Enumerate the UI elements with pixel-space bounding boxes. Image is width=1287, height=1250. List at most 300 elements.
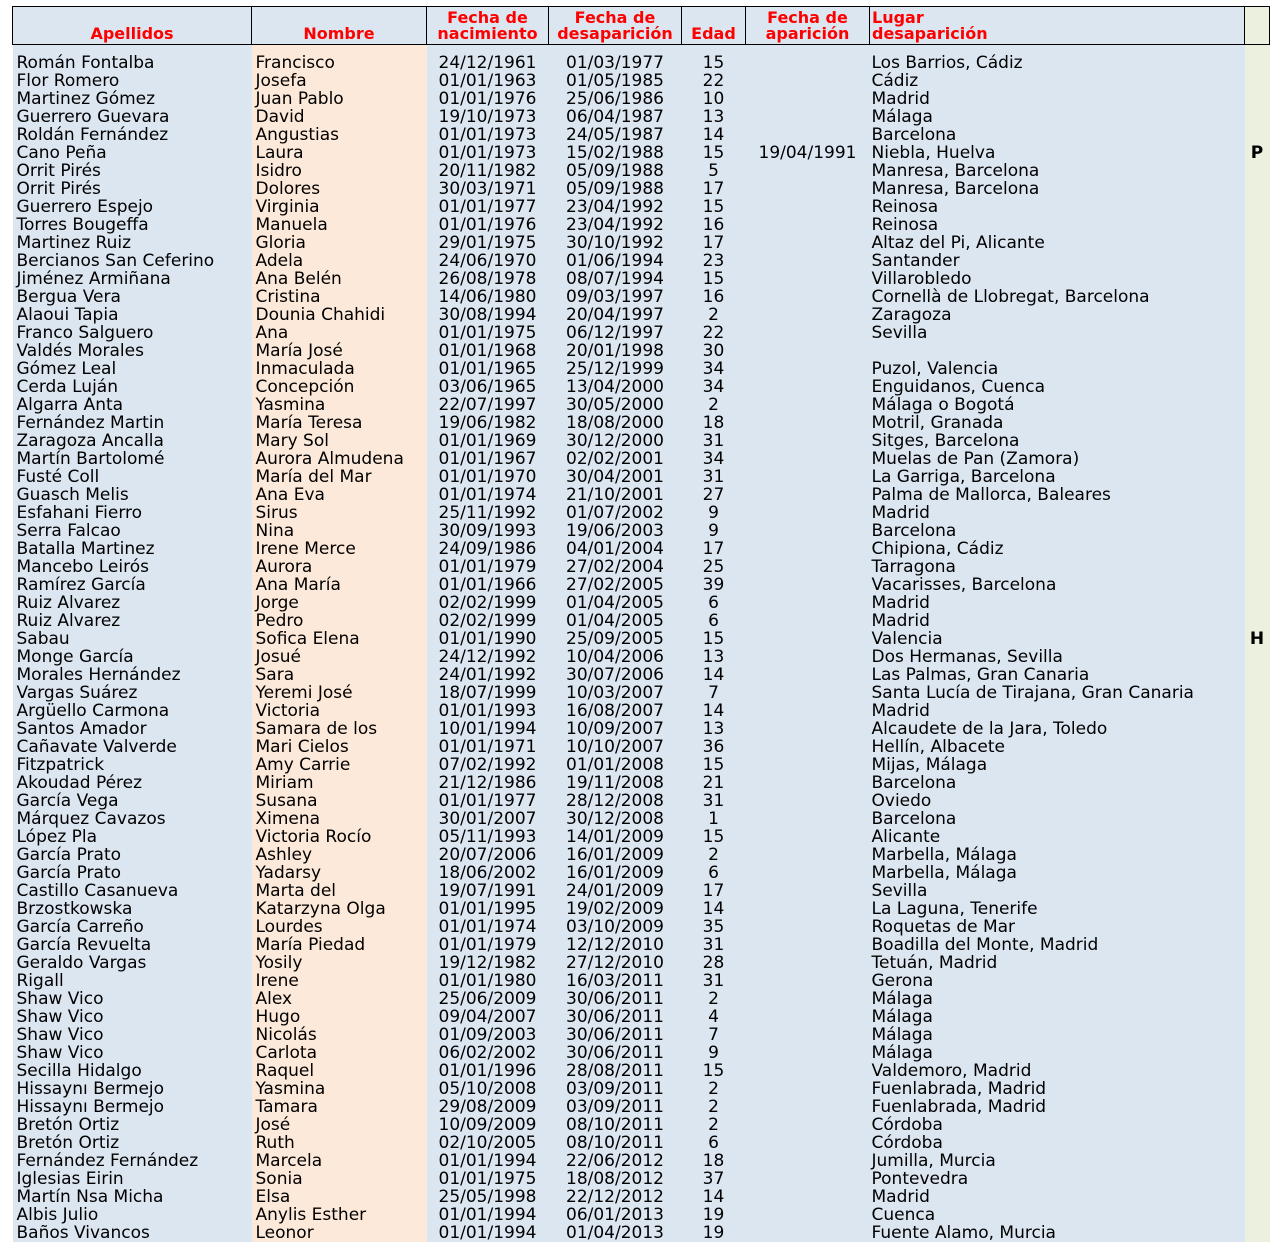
cell-lugar[interactable]: Pontevedra: [870, 1170, 1245, 1188]
cell-lugar[interactable]: Boadilla del Monte, Madrid: [870, 936, 1245, 954]
cell-nombre[interactable]: Inmaculada: [252, 360, 427, 378]
cell-lugar[interactable]: Málaga: [870, 990, 1245, 1008]
cell-nombre[interactable]: Yasmina: [252, 1080, 427, 1098]
cell-extra[interactable]: [1245, 324, 1270, 342]
cell-apellidos[interactable]: Baños Vivancos: [13, 1224, 252, 1242]
cell-fecha-nacimiento[interactable]: 02/02/1999: [427, 594, 549, 612]
cell-fecha-desaparicion[interactable]: 20/01/1998: [549, 342, 682, 360]
cell-extra[interactable]: [1245, 162, 1270, 180]
cell-edad[interactable]: 2: [682, 396, 746, 414]
cell-fecha-desaparicion[interactable]: 03/09/2011: [549, 1080, 682, 1098]
cell-fecha-desaparicion[interactable]: 22/12/2012: [549, 1188, 682, 1206]
cell-fecha-nacimiento[interactable]: 01/01/1976: [427, 90, 549, 108]
cell-lugar[interactable]: Cuenca: [870, 1206, 1245, 1224]
cell-lugar[interactable]: Vacarisses, Barcelona: [870, 576, 1245, 594]
cell-fecha-nacimiento[interactable]: 01/01/1990: [427, 630, 549, 648]
cell-edad[interactable]: 25: [682, 558, 746, 576]
cell-apellidos[interactable]: Bretón Ortiz: [13, 1134, 252, 1152]
cell-fecha-aparicion[interactable]: [746, 1134, 870, 1152]
cell-apellidos[interactable]: Bercianos San Ceferino: [13, 252, 252, 270]
cell-fecha-nacimiento[interactable]: 01/01/1970: [427, 468, 549, 486]
cell-nombre[interactable]: Yasmina: [252, 396, 427, 414]
cell-edad[interactable]: 17: [682, 882, 746, 900]
cell-fecha-desaparicion[interactable]: 16/01/2009: [549, 846, 682, 864]
cell-extra[interactable]: [1245, 468, 1270, 486]
cell-lugar[interactable]: Mijas, Málaga: [870, 756, 1245, 774]
cell-fecha-nacimiento[interactable]: 30/09/1993: [427, 522, 549, 540]
cell-edad[interactable]: 19: [682, 1206, 746, 1224]
cell-apellidos[interactable]: Fernández Martin: [13, 414, 252, 432]
cell-fecha-aparicion[interactable]: [746, 252, 870, 270]
cell-nombre[interactable]: Ximena: [252, 810, 427, 828]
cell-extra[interactable]: [1245, 1116, 1270, 1134]
cell-fecha-desaparicion[interactable]: 12/12/2010: [549, 936, 682, 954]
header-extra[interactable]: [1245, 7, 1270, 45]
cell-fecha-nacimiento[interactable]: 20/07/2006: [427, 846, 549, 864]
cell-edad[interactable]: 14: [682, 666, 746, 684]
cell-apellidos[interactable]: Castillo Casanueva: [13, 882, 252, 900]
cell-nombre[interactable]: Ruth: [252, 1134, 427, 1152]
cell-nombre[interactable]: Victoria: [252, 702, 427, 720]
cell-nombre[interactable]: Angustias: [252, 126, 427, 144]
cell-apellidos[interactable]: Mancebo Leirós: [13, 558, 252, 576]
cell-edad[interactable]: 16: [682, 216, 746, 234]
cell-edad[interactable]: 23: [682, 252, 746, 270]
cell-edad[interactable]: 2: [682, 306, 746, 324]
cell-apellidos[interactable]: Cañavate Valverde: [13, 738, 252, 756]
cell-lugar[interactable]: Manresa, Barcelona: [870, 162, 1245, 180]
cell-fecha-desaparicion[interactable]: 10/10/2007: [549, 738, 682, 756]
cell-fecha-aparicion[interactable]: [746, 972, 870, 990]
cell-edad[interactable]: 15: [682, 270, 746, 288]
cell-fecha-nacimiento[interactable]: 01/01/1979: [427, 558, 549, 576]
cell-apellidos[interactable]: Guerrero Guevara: [13, 108, 252, 126]
cell-fecha-desaparicion[interactable]: 30/12/2000: [549, 432, 682, 450]
cell-apellidos[interactable]: Cerda Luján: [13, 378, 252, 396]
cell-fecha-desaparicion[interactable]: 21/10/2001: [549, 486, 682, 504]
cell-extra[interactable]: [1245, 972, 1270, 990]
cell-edad[interactable]: 17: [682, 180, 746, 198]
cell-edad[interactable]: 17: [682, 234, 746, 252]
cell-nombre[interactable]: Victoria Rocío: [252, 828, 427, 846]
cell-nombre[interactable]: Virginia: [252, 198, 427, 216]
cell-fecha-aparicion[interactable]: [746, 1080, 870, 1098]
cell-edad[interactable]: 2: [682, 1116, 746, 1134]
cell-nombre[interactable]: Marcela: [252, 1152, 427, 1170]
cell-lugar[interactable]: Barcelona: [870, 810, 1245, 828]
cell-fecha-desaparicion[interactable]: 01/04/2013: [549, 1224, 682, 1242]
cell-extra[interactable]: [1245, 720, 1270, 738]
cell-apellidos[interactable]: García Revuelta: [13, 936, 252, 954]
cell-fecha-aparicion[interactable]: [746, 1152, 870, 1170]
cell-nombre[interactable]: Jorge: [252, 594, 427, 612]
cell-nombre[interactable]: Pedro: [252, 612, 427, 630]
cell-fecha-aparicion[interactable]: [746, 648, 870, 666]
cell-lugar[interactable]: Santander: [870, 252, 1245, 270]
cell-apellidos[interactable]: Martinez Gómez: [13, 90, 252, 108]
cell-edad[interactable]: 6: [682, 864, 746, 882]
cell-edad[interactable]: 7: [682, 1026, 746, 1044]
cell-nombre[interactable]: Nicolás: [252, 1026, 427, 1044]
cell-fecha-aparicion[interactable]: 19/04/1991: [746, 144, 870, 162]
cell-edad[interactable]: 31: [682, 936, 746, 954]
cell-fecha-aparicion[interactable]: [746, 432, 870, 450]
cell-extra[interactable]: [1245, 1008, 1270, 1026]
cell-edad[interactable]: 21: [682, 774, 746, 792]
cell-edad[interactable]: 10: [682, 90, 746, 108]
cell-lugar[interactable]: Sevilla: [870, 324, 1245, 342]
cell-apellidos[interactable]: Cano Peña: [13, 144, 252, 162]
cell-fecha-nacimiento[interactable]: 01/01/1969: [427, 432, 549, 450]
cell-edad[interactable]: 14: [682, 702, 746, 720]
cell-edad[interactable]: 13: [682, 108, 746, 126]
cell-apellidos[interactable]: Rigall: [13, 972, 252, 990]
cell-fecha-aparicion[interactable]: [746, 612, 870, 630]
cell-fecha-aparicion[interactable]: [746, 522, 870, 540]
cell-lugar[interactable]: Barcelona: [870, 522, 1245, 540]
cell-extra[interactable]: [1245, 180, 1270, 198]
cell-fecha-desaparicion[interactable]: 30/04/2001: [549, 468, 682, 486]
cell-apellidos[interactable]: Valdés Morales: [13, 342, 252, 360]
cell-nombre[interactable]: María José: [252, 342, 427, 360]
cell-nombre[interactable]: Marta del: [252, 882, 427, 900]
cell-extra[interactable]: [1245, 414, 1270, 432]
cell-extra[interactable]: [1245, 918, 1270, 936]
cell-nombre[interactable]: Yadarsy: [252, 864, 427, 882]
cell-lugar[interactable]: Cádiz: [870, 72, 1245, 90]
cell-fecha-aparicion[interactable]: [746, 558, 870, 576]
cell-fecha-desaparicion[interactable]: 06/01/2013: [549, 1206, 682, 1224]
cell-apellidos[interactable]: García Prato: [13, 846, 252, 864]
cell-fecha-aparicion[interactable]: [746, 900, 870, 918]
cell-fecha-aparicion[interactable]: [746, 306, 870, 324]
cell-apellidos[interactable]: Akoudad Pérez: [13, 774, 252, 792]
cell-extra[interactable]: [1245, 1224, 1270, 1242]
cell-extra[interactable]: [1245, 792, 1270, 810]
cell-fecha-aparicion[interactable]: [746, 108, 870, 126]
cell-nombre[interactable]: Nina: [252, 522, 427, 540]
cell-extra[interactable]: [1245, 342, 1270, 360]
header-nombre[interactable]: [252, 7, 427, 45]
cell-extra[interactable]: [1245, 522, 1270, 540]
cell-fecha-desaparicion[interactable]: 30/12/2008: [549, 810, 682, 828]
cell-fecha-nacimiento[interactable]: 01/01/1973: [427, 144, 549, 162]
cell-extra[interactable]: [1245, 990, 1270, 1008]
cell-fecha-desaparicion[interactable]: 24/01/2009: [549, 882, 682, 900]
cell-fecha-aparicion[interactable]: [746, 504, 870, 522]
cell-edad[interactable]: 39: [682, 576, 746, 594]
cell-nombre[interactable]: Carlota: [252, 1044, 427, 1062]
cell-fecha-nacimiento[interactable]: 18/06/2002: [427, 864, 549, 882]
cell-extra[interactable]: [1245, 1188, 1270, 1206]
cell-nombre[interactable]: Gloria: [252, 234, 427, 252]
header-lugar-desaparicion[interactable]: [870, 7, 1245, 45]
cell-fecha-nacimiento[interactable]: 01/01/1966: [427, 576, 549, 594]
cell-nombre[interactable]: Ana María: [252, 576, 427, 594]
cell-edad[interactable]: 5: [682, 162, 746, 180]
cell-apellidos[interactable]: Morales Hernández: [13, 666, 252, 684]
cell-fecha-nacimiento[interactable]: 01/01/1980: [427, 972, 549, 990]
cell-extra[interactable]: [1245, 198, 1270, 216]
cell-fecha-desaparicion[interactable]: 04/01/2004: [549, 540, 682, 558]
cell-fecha-aparicion[interactable]: [746, 684, 870, 702]
cell-fecha-desaparicion[interactable]: 05/09/1988: [549, 162, 682, 180]
cell-edad[interactable]: 17: [682, 540, 746, 558]
cell-apellidos[interactable]: García Prato: [13, 864, 252, 882]
cell-lugar[interactable]: [870, 342, 1245, 360]
cell-extra[interactable]: [1245, 648, 1270, 666]
cell-apellidos[interactable]: García Carreño: [13, 918, 252, 936]
cell-extra[interactable]: [1245, 1098, 1270, 1116]
cell-lugar[interactable]: Chipiona, Cádiz: [870, 540, 1245, 558]
cell-lugar[interactable]: Córdoba: [870, 1116, 1245, 1134]
cell-fecha-nacimiento[interactable]: 01/01/1967: [427, 450, 549, 468]
cell-extra[interactable]: [1245, 504, 1270, 522]
cell-lugar[interactable]: Sevilla: [870, 882, 1245, 900]
cell-nombre[interactable]: Manuela: [252, 216, 427, 234]
cell-nombre[interactable]: Aurora: [252, 558, 427, 576]
cell-nombre[interactable]: María del Mar: [252, 468, 427, 486]
cell-nombre[interactable]: Raquel: [252, 1062, 427, 1080]
cell-fecha-nacimiento[interactable]: 01/01/1993: [427, 702, 549, 720]
cell-apellidos[interactable]: Sabau: [13, 630, 252, 648]
cell-nombre[interactable]: Ana: [252, 324, 427, 342]
cell-fecha-desaparicion[interactable]: 08/07/1994: [549, 270, 682, 288]
cell-fecha-nacimiento[interactable]: 29/01/1975: [427, 234, 549, 252]
cell-edad[interactable]: 6: [682, 1134, 746, 1152]
cell-fecha-nacimiento[interactable]: 01/01/1973: [427, 126, 549, 144]
cell-fecha-aparicion[interactable]: [746, 630, 870, 648]
cell-apellidos[interactable]: Torres Bougeffa: [13, 216, 252, 234]
cell-fecha-desaparicion[interactable]: 14/01/2009: [549, 828, 682, 846]
cell-edad[interactable]: 6: [682, 594, 746, 612]
cell-apellidos[interactable]: Argüello Carmona: [13, 702, 252, 720]
cell-fecha-aparicion[interactable]: [746, 1044, 870, 1062]
cell-fecha-desaparicion[interactable]: 10/09/2007: [549, 720, 682, 738]
cell-extra[interactable]: [1245, 108, 1270, 126]
cell-apellidos[interactable]: Algarra Anta: [13, 396, 252, 414]
cell-edad[interactable]: 18: [682, 1152, 746, 1170]
cell-lugar[interactable]: Madrid: [870, 504, 1245, 522]
cell-fecha-nacimiento[interactable]: 05/10/2008: [427, 1080, 549, 1098]
cell-nombre[interactable]: Francisco: [252, 54, 427, 72]
cell-fecha-aparicion[interactable]: [746, 792, 870, 810]
cell-fecha-nacimiento[interactable]: 01/01/1976: [427, 216, 549, 234]
cell-apellidos[interactable]: Geraldo Vargas: [13, 954, 252, 972]
cell-extra[interactable]: [1245, 252, 1270, 270]
cell-extra[interactable]: [1245, 378, 1270, 396]
cell-edad[interactable]: 7: [682, 684, 746, 702]
cell-lugar[interactable]: Málaga o Bogotá: [870, 396, 1245, 414]
cell-edad[interactable]: 34: [682, 360, 746, 378]
cell-fecha-aparicion[interactable]: [746, 270, 870, 288]
cell-fecha-aparicion[interactable]: [746, 954, 870, 972]
cell-apellidos[interactable]: Fusté Coll: [13, 468, 252, 486]
cell-nombre[interactable]: Laura: [252, 144, 427, 162]
cell-extra[interactable]: [1245, 90, 1270, 108]
header-fecha-desaparicion[interactable]: [549, 7, 682, 45]
cell-lugar[interactable]: Málaga: [870, 1008, 1245, 1026]
cell-lugar[interactable]: Los Barrios, Cádiz: [870, 54, 1245, 72]
cell-nombre[interactable]: Mary Sol: [252, 432, 427, 450]
cell-apellidos[interactable]: Martín Nsa Micha: [13, 1188, 252, 1206]
cell-apellidos[interactable]: Roldán Fernández: [13, 126, 252, 144]
cell-nombre[interactable]: Tamara: [252, 1098, 427, 1116]
cell-lugar[interactable]: Sitges, Barcelona: [870, 432, 1245, 450]
cell-nombre[interactable]: Leonor: [252, 1224, 427, 1242]
cell-nombre[interactable]: Aurora Almudena: [252, 450, 427, 468]
cell-fecha-desaparicion[interactable]: 08/10/2011: [549, 1134, 682, 1152]
cell-edad[interactable]: 15: [682, 630, 746, 648]
cell-edad[interactable]: 15: [682, 756, 746, 774]
cell-fecha-aparicion[interactable]: [746, 180, 870, 198]
cell-nombre[interactable]: María Teresa: [252, 414, 427, 432]
cell-fecha-aparicion[interactable]: [746, 396, 870, 414]
cell-apellidos[interactable]: Alaoui Tapia: [13, 306, 252, 324]
cell-apellidos[interactable]: Hissaynı Bermejo: [13, 1080, 252, 1098]
cell-apellidos[interactable]: Hissaynı Bermejo: [13, 1098, 252, 1116]
cell-fecha-nacimiento[interactable]: 24/12/1961: [427, 54, 549, 72]
cell-fecha-aparicion[interactable]: [746, 54, 870, 72]
cell-fecha-nacimiento[interactable]: 24/09/1986: [427, 540, 549, 558]
cell-fecha-aparicion[interactable]: [746, 1188, 870, 1206]
cell-fecha-nacimiento[interactable]: 01/01/1996: [427, 1062, 549, 1080]
cell-nombre[interactable]: Sonia: [252, 1170, 427, 1188]
cell-lugar[interactable]: Valencia: [870, 630, 1245, 648]
cell-fecha-desaparicion[interactable]: 10/04/2006: [549, 648, 682, 666]
cell-fecha-desaparicion[interactable]: 30/06/2011: [549, 1008, 682, 1026]
cell-nombre[interactable]: Isidro: [252, 162, 427, 180]
cell-fecha-nacimiento[interactable]: 19/10/1973: [427, 108, 549, 126]
cell-lugar[interactable]: Gerona: [870, 972, 1245, 990]
cell-extra[interactable]: [1245, 594, 1270, 612]
cell-fecha-aparicion[interactable]: [746, 990, 870, 1008]
cell-edad[interactable]: 30: [682, 342, 746, 360]
cell-fecha-nacimiento[interactable]: 07/02/1992: [427, 756, 549, 774]
cell-edad[interactable]: 13: [682, 720, 746, 738]
cell-edad[interactable]: 2: [682, 1080, 746, 1098]
cell-lugar[interactable]: Palma de Mallorca, Baleares: [870, 486, 1245, 504]
cell-apellidos[interactable]: Flor Romero: [13, 72, 252, 90]
cell-nombre[interactable]: Adela: [252, 252, 427, 270]
cell-extra[interactable]: [1245, 1152, 1270, 1170]
cell-fecha-desaparicion[interactable]: 25/06/1986: [549, 90, 682, 108]
cell-fecha-nacimiento[interactable]: 19/12/1982: [427, 954, 549, 972]
cell-fecha-nacimiento[interactable]: 25/06/2009: [427, 990, 549, 1008]
cell-fecha-aparicion[interactable]: [746, 1062, 870, 1080]
cell-fecha-aparicion[interactable]: [746, 828, 870, 846]
cell-fecha-desaparicion[interactable]: 06/04/1987: [549, 108, 682, 126]
cell-nombre[interactable]: Irene: [252, 972, 427, 990]
cell-apellidos[interactable]: Shaw Vico: [13, 990, 252, 1008]
cell-fecha-aparicion[interactable]: [746, 414, 870, 432]
cell-fecha-nacimiento[interactable]: 01/01/1994: [427, 1206, 549, 1224]
cell-edad[interactable]: 15: [682, 144, 746, 162]
cell-fecha-desaparicion[interactable]: 01/03/1977: [549, 54, 682, 72]
cell-extra[interactable]: [1245, 450, 1270, 468]
cell-edad[interactable]: 27: [682, 486, 746, 504]
cell-lugar[interactable]: Barcelona: [870, 774, 1245, 792]
cell-edad[interactable]: 31: [682, 432, 746, 450]
cell-edad[interactable]: 34: [682, 378, 746, 396]
cell-lugar[interactable]: Reinosa: [870, 198, 1245, 216]
cell-fecha-desaparicion[interactable]: 27/12/2010: [549, 954, 682, 972]
cell-edad[interactable]: 6: [682, 612, 746, 630]
cell-edad[interactable]: 14: [682, 900, 746, 918]
cell-fecha-desaparicion[interactable]: 30/06/2011: [549, 1026, 682, 1044]
cell-fecha-nacimiento[interactable]: 30/08/1994: [427, 306, 549, 324]
cell-extra[interactable]: P: [1245, 144, 1270, 162]
cell-fecha-aparicion[interactable]: [746, 198, 870, 216]
cell-extra[interactable]: [1245, 954, 1270, 972]
cell-nombre[interactable]: Lourdes: [252, 918, 427, 936]
cell-nombre[interactable]: Samara de los: [252, 720, 427, 738]
cell-fecha-nacimiento[interactable]: 24/12/1992: [427, 648, 549, 666]
cell-fecha-aparicion[interactable]: [746, 72, 870, 90]
cell-fecha-aparicion[interactable]: [746, 882, 870, 900]
cell-apellidos[interactable]: Esfahani Fierro: [13, 504, 252, 522]
cell-edad[interactable]: 15: [682, 828, 746, 846]
cell-apellidos[interactable]: Guerrero Espejo: [13, 198, 252, 216]
cell-fecha-nacimiento[interactable]: 10/01/1994: [427, 720, 549, 738]
cell-fecha-aparicion[interactable]: [746, 702, 870, 720]
cell-fecha-nacimiento[interactable]: 01/01/1995: [427, 900, 549, 918]
cell-nombre[interactable]: José: [252, 1116, 427, 1134]
cell-edad[interactable]: 15: [682, 1062, 746, 1080]
cell-nombre[interactable]: Alex: [252, 990, 427, 1008]
cell-fecha-aparicion[interactable]: [746, 756, 870, 774]
cell-edad[interactable]: 34: [682, 450, 746, 468]
cell-extra[interactable]: [1245, 684, 1270, 702]
cell-fecha-aparicion[interactable]: [746, 162, 870, 180]
cell-fecha-nacimiento[interactable]: 10/09/2009: [427, 1116, 549, 1134]
cell-fecha-desaparicion[interactable]: 30/06/2011: [549, 990, 682, 1008]
cell-apellidos[interactable]: Franco Salguero: [13, 324, 252, 342]
cell-fecha-aparicion[interactable]: [746, 1116, 870, 1134]
cell-lugar[interactable]: Oviedo: [870, 792, 1245, 810]
cell-extra[interactable]: [1245, 288, 1270, 306]
cell-fecha-nacimiento[interactable]: 30/01/2007: [427, 810, 549, 828]
cell-apellidos[interactable]: Albis Julio: [13, 1206, 252, 1224]
cell-nombre[interactable]: Sirus: [252, 504, 427, 522]
cell-fecha-aparicion[interactable]: [746, 1206, 870, 1224]
cell-lugar[interactable]: Córdoba: [870, 1134, 1245, 1152]
cell-nombre[interactable]: Dounia Chahidi: [252, 306, 427, 324]
cell-edad[interactable]: 15: [682, 54, 746, 72]
cell-edad[interactable]: 13: [682, 648, 746, 666]
cell-apellidos[interactable]: Zaragoza Ancalla: [13, 432, 252, 450]
cell-nombre[interactable]: Sofica Elena: [252, 630, 427, 648]
cell-fecha-desaparicion[interactable]: 01/04/2005: [549, 594, 682, 612]
cell-extra[interactable]: [1245, 666, 1270, 684]
cell-apellidos[interactable]: Santos Amador: [13, 720, 252, 738]
cell-lugar[interactable]: Málaga: [870, 1026, 1245, 1044]
cell-extra[interactable]: [1245, 540, 1270, 558]
cell-fecha-aparicion[interactable]: [746, 378, 870, 396]
cell-extra[interactable]: [1245, 900, 1270, 918]
cell-lugar[interactable]: Málaga: [870, 1044, 1245, 1062]
cell-fecha-nacimiento[interactable]: 01/01/1965: [427, 360, 549, 378]
cell-apellidos[interactable]: Secilla Hidalgo: [13, 1062, 252, 1080]
cell-fecha-desaparicion[interactable]: 20/04/1997: [549, 306, 682, 324]
cell-fecha-nacimiento[interactable]: 06/02/2002: [427, 1044, 549, 1062]
cell-fecha-aparicion[interactable]: [746, 540, 870, 558]
cell-edad[interactable]: 31: [682, 468, 746, 486]
cell-apellidos[interactable]: Brzostkowska: [13, 900, 252, 918]
cell-lugar[interactable]: Marbella, Málaga: [870, 864, 1245, 882]
cell-apellidos[interactable]: Shaw Vico: [13, 1008, 252, 1026]
cell-extra[interactable]: [1245, 1134, 1270, 1152]
